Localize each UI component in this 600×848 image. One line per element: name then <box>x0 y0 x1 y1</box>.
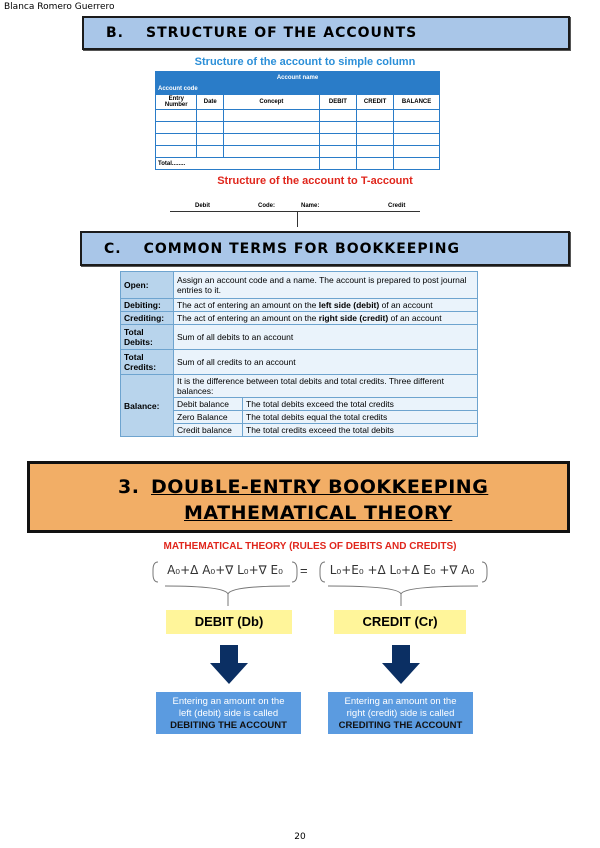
def-crediting: The act of entering an amount on the right side (credit) of an account <box>174 312 478 325</box>
column-header: Concept <box>224 95 320 110</box>
formula-braces <box>0 560 600 610</box>
t-code-label: Code: <box>258 203 275 209</box>
credit-label: CREDIT (Cr) <box>334 610 466 634</box>
crediting-box-line2: right (credit) side is called <box>346 708 455 719</box>
table-row <box>121 398 478 411</box>
down-arrow-icon <box>209 645 249 685</box>
total-row <box>156 158 440 170</box>
term-debiting: Debiting: <box>121 299 174 312</box>
right-formula: L₀+E₀ +Δ L₀+Δ E₀ +∇ A₀ <box>329 563 475 577</box>
term-total-debits: Total Debits: <box>121 325 174 350</box>
crediting-box <box>328 692 473 734</box>
page-number: 20 <box>294 832 306 842</box>
balance-desc: The total debits equal the total credits <box>243 411 478 424</box>
left-formula: A₀+Δ A₀+∇ L₀+∇ E₀ <box>167 563 283 577</box>
section-b-header <box>82 16 570 50</box>
terms-table <box>120 271 478 437</box>
section-3-title-line1: DOUBLE-ENTRY BOOKKEEPING <box>151 476 489 498</box>
debiting-box-line2: left (debit) side is called <box>178 708 279 719</box>
table-row <box>156 146 440 158</box>
t-name-label: Name: <box>301 203 320 209</box>
author-name: Blanca Romero Guerrero <box>4 2 115 12</box>
crediting-box-line1: Entering an amount on the <box>344 696 457 707</box>
account-code-row <box>156 83 440 95</box>
table-row <box>121 325 478 350</box>
debiting-box-line1: Entering an amount on the <box>172 696 285 707</box>
total-label: Total........ <box>156 158 320 170</box>
balance-desc: The total debits exceed the total credits <box>243 398 478 411</box>
section-b-title: STRUCTURE OF THE ACCOUNTS <box>146 25 418 41</box>
right-brace-bottom <box>328 586 478 606</box>
balance-type: Credit balance <box>174 424 243 437</box>
account-name-label: Account name <box>276 74 319 81</box>
table-row <box>121 312 478 325</box>
term-crediting: Crediting: <box>121 312 174 325</box>
column-header: BALANCE <box>394 95 440 110</box>
right-brace <box>320 562 487 582</box>
def-balance: It is the difference between total debits and total credits. Three different balances: <box>174 375 478 398</box>
column-header: Entry Number <box>156 95 197 110</box>
def-total-credits: Sum of all credits to an account <box>174 350 478 375</box>
column-header: DEBIT <box>319 95 356 110</box>
debit-label: DEBIT (Db) <box>166 610 292 634</box>
balance-desc: The total credits exceed the total debits <box>243 424 478 437</box>
table-row <box>156 122 440 134</box>
account-code-label: Account code <box>158 85 198 92</box>
table-row <box>156 134 440 146</box>
simple-column-title: Structure of the account to simple column <box>194 56 416 68</box>
crediting-box-line3: CREDITING THE ACCOUNT <box>338 720 463 731</box>
def-open: Assign an account code and a name. The account is prepared to post journal entries to it. <box>174 272 478 299</box>
section-c-title: COMMON TERMS FOR BOOKKEEPING <box>143 240 461 257</box>
down-arrow-icon <box>381 645 421 685</box>
term-open: Open: <box>121 272 174 299</box>
section-c-letter: C. <box>104 240 122 257</box>
t-account-title: Structure of the account to T-account <box>217 175 413 187</box>
t-vertical-line <box>297 211 298 227</box>
table-row <box>156 110 440 122</box>
table-row <box>121 299 478 312</box>
table-row <box>121 375 478 398</box>
account-name-row <box>156 72 440 84</box>
table-header-row <box>156 95 440 110</box>
section-3-number: 3. <box>118 476 140 498</box>
left-brace <box>153 562 297 582</box>
t-horizontal-line <box>170 211 420 212</box>
equals-sign: = <box>300 563 308 578</box>
column-header: Date <box>197 95 224 110</box>
left-brace-bottom <box>165 586 290 606</box>
t-credit-label: Credit <box>388 203 406 209</box>
term-total-credits: Total Credits: <box>121 350 174 375</box>
section-3-header <box>27 461 570 533</box>
balance-type: Zero Balance <box>174 411 243 424</box>
section-b-letter: B. <box>106 25 124 41</box>
table-row <box>121 411 478 424</box>
def-total-debits: Sum of all debits to an account <box>174 325 478 350</box>
column-header: CREDIT <box>356 95 393 110</box>
balance-type: Debit balance <box>174 398 243 411</box>
term-balance: Balance: <box>121 375 174 437</box>
section-3-title-line2: MATHEMATICAL THEORY <box>184 502 453 524</box>
table-row <box>121 272 478 299</box>
t-account <box>170 200 420 228</box>
debiting-box-line3: DEBITING THE ACCOUNT <box>170 720 287 731</box>
t-debit-label: Debit <box>195 203 210 209</box>
math-theory-title: MATHEMATICAL THEORY (RULES OF DEBITS AND CREDITS) <box>163 541 457 552</box>
simple-column-table <box>155 71 440 170</box>
table-row <box>121 350 478 375</box>
table-row <box>121 424 478 437</box>
debiting-box <box>156 692 301 734</box>
def-debiting: The act of entering an amount on the left side (debit) of an account <box>174 299 478 312</box>
section-c-header <box>80 231 570 266</box>
